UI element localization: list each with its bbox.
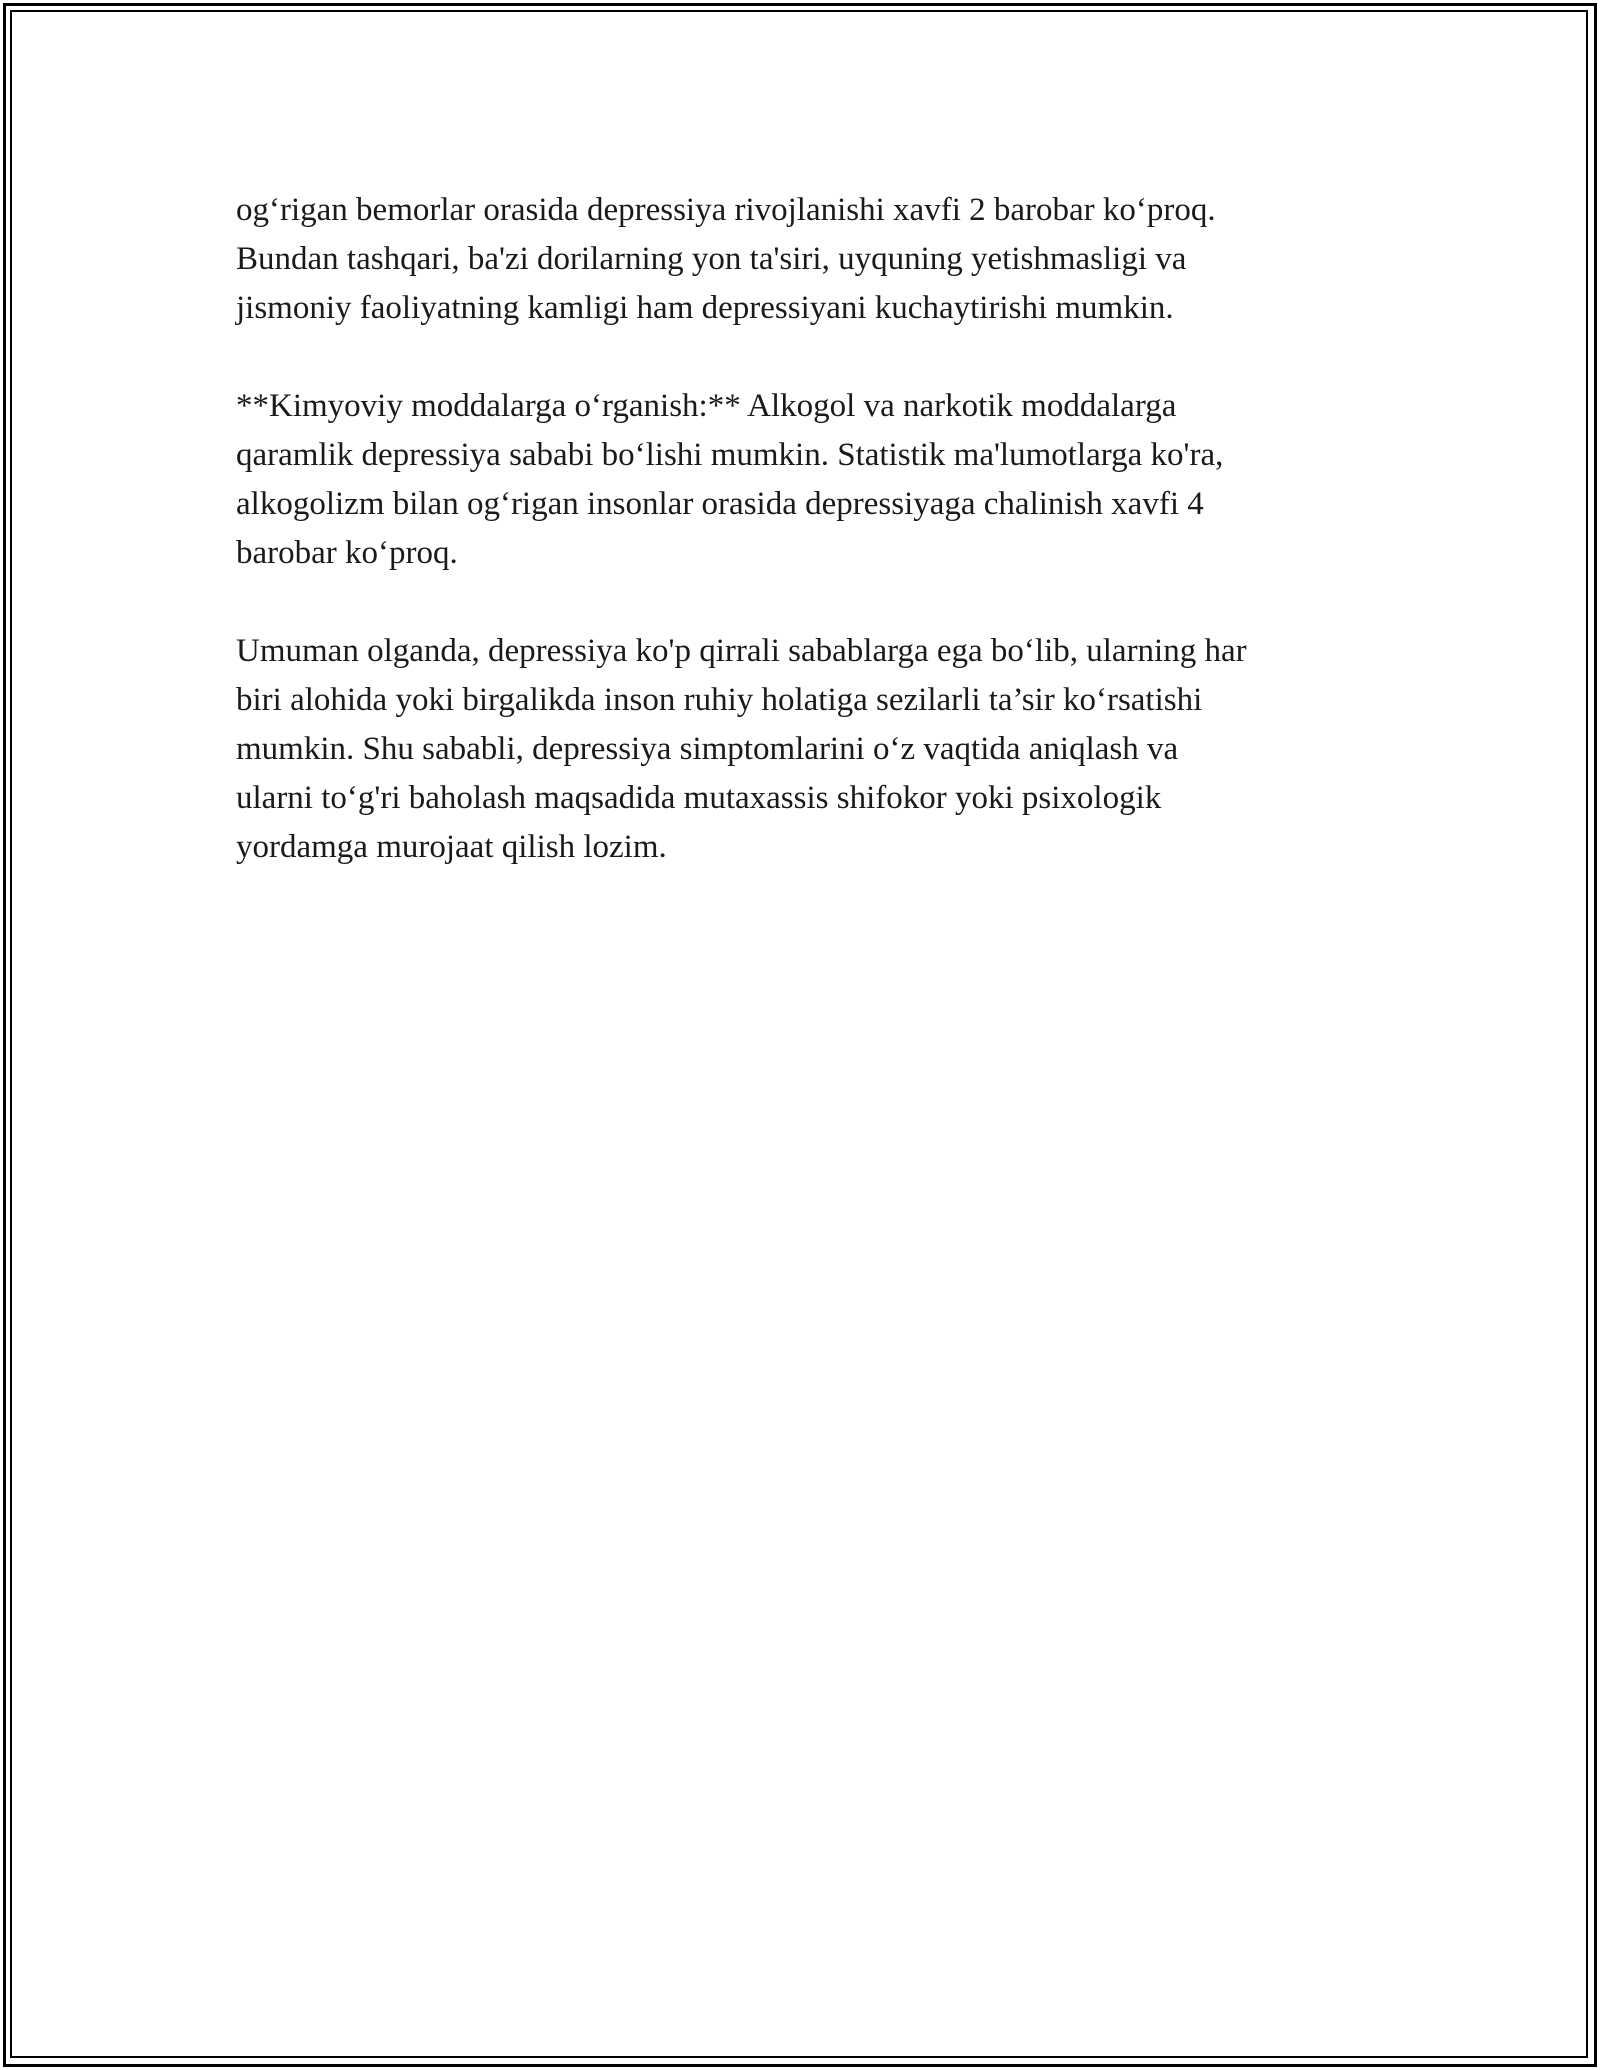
paragraph-substance-exposure: [236, 382, 1376, 578]
text-line: barobar ko‘proq.: [236, 535, 458, 571]
text-line: biri alohida yoki birgalikda inson ruhiy holatiga sezilarli ta’sir ko‘rsatishi: [236, 682, 1203, 718]
paragraph-conclusion: [236, 627, 1376, 872]
text-line: ularni to‘g'ri baholash maqsadida mutaxassis shifokor yoki psixologik: [236, 780, 1162, 816]
text-line: Bundan tashqari, ba'zi dorilarning yon ta'siri, uyquning yetishmasligi va: [236, 241, 1187, 277]
text-line: qaramlik depressiya sababi bo‘lishi mumkin. Statistik ma'lumotlarga ko'ra,: [236, 437, 1224, 473]
text-line: yordamga murojaat qilish lozim.: [236, 829, 667, 865]
document-body: [236, 186, 1376, 921]
paragraph-depression-risk: [236, 186, 1376, 333]
text-line: jismoniy faoliyatning kamligi ham depressiyani kuchaytirishi mumkin.: [236, 290, 1174, 326]
text-line: Umuman olganda, depressiya ko'p qirrali sabablarga ega bo‘lib, ularning har: [236, 633, 1247, 669]
text-line: og‘rigan bemorlar orasida depressiya rivojlanishi xavfi 2 barobar ko‘proq.: [236, 192, 1216, 228]
text-line: alkogolizm bilan og‘rigan insonlar orasida depressiyaga chalinish xavfi 4: [236, 486, 1204, 522]
text-line: **Kimyoviy moddalarga o‘rganish:** Alkogol va narkotik moddalarga: [236, 388, 1177, 424]
text-line: mumkin. Shu sababli, depressiya simptomlarini o‘z vaqtida aniqlash va: [236, 731, 1179, 767]
